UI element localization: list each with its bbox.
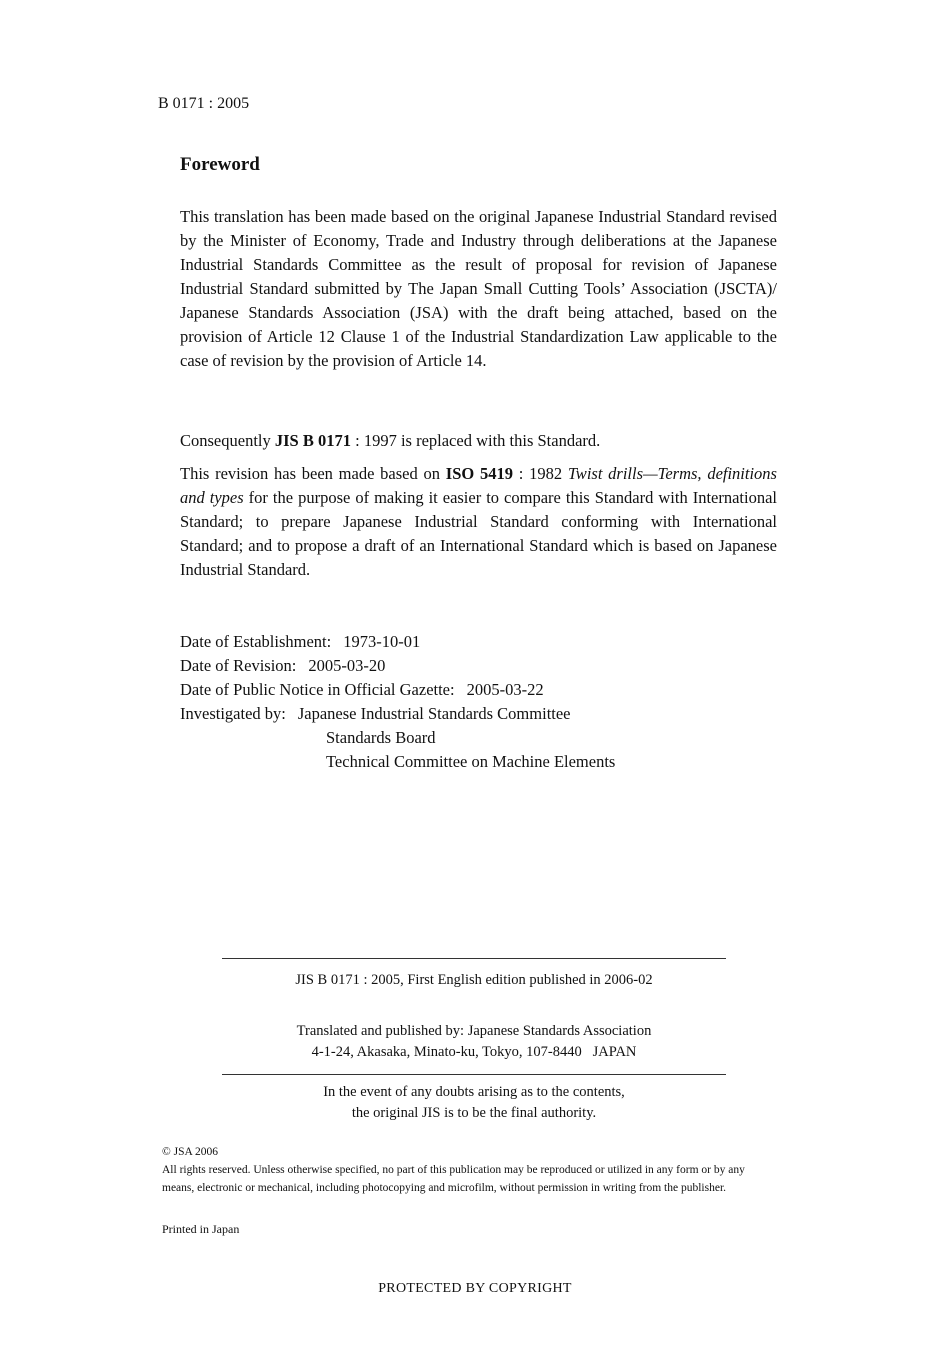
public-notice-label: Date of Public Notice in Official Gazette: — [180, 680, 455, 699]
copyright-holder: © JSA 2006 — [162, 1146, 219, 1158]
investigated-row — [180, 702, 615, 726]
public-notice-value: 2005-03-22 — [466, 680, 544, 699]
establishment-label: Date of Establishment: — [180, 632, 332, 651]
dates-block — [180, 630, 615, 774]
para3-text-mid: : 1982 — [512, 464, 568, 483]
para2-text-post: : 1997 is replaced with this Standard. — [350, 431, 601, 450]
establishment-row — [180, 630, 615, 654]
foreword-paragraph-3 — [180, 462, 777, 582]
foreword-paragraph-2 — [180, 429, 777, 453]
edition-line: JIS B 0171 : 2005, First English edition published in 2006-02 — [295, 972, 653, 988]
authority-note — [222, 1082, 726, 1124]
divider-bottom — [222, 1074, 726, 1075]
para2-text-pre: Consequently — [180, 431, 275, 450]
publisher-address: 4-1-24, Akasaka, Minato-ku, Tokyo, 107-8440 JAPAN — [311, 1044, 637, 1060]
revision-label: Date of Revision: — [180, 656, 297, 675]
copyright-block — [162, 1143, 772, 1197]
para3-text-pre: This revision has been made based on — [180, 464, 446, 483]
printed-in: Printed in Japan — [162, 1222, 240, 1236]
revision-value: 2005-03-20 — [308, 656, 386, 675]
para3-iso-title: Twist drills—Terms, definitions and types — [180, 464, 777, 507]
para2-standard-ref: JIS B 0171 — [274, 431, 351, 450]
translated-by-block — [222, 1021, 726, 1063]
authority-note-line-1: In the event of any doubts arising as to the contents, — [323, 1084, 625, 1100]
authority-note-line-2: the original JIS is to be the final authority. — [351, 1105, 597, 1121]
establishment-value: 1973-10-01 — [343, 632, 421, 651]
investigated-line-2: Standards Board — [326, 728, 436, 747]
foreword-heading: Foreword — [180, 154, 260, 175]
investigated-label: Investigated by: — [180, 704, 286, 723]
para3-iso-ref: ISO 5419 — [445, 464, 513, 483]
para3-text-post: for the purpose of making it easier to compare this Standard with International Standard; to prepare Japanese Industrial Standard conforming with International Standard; and to propose a draft of an International Standard which is based on Japanese Industrial Standard. — [180, 488, 777, 579]
translated-by-line: Translated and published by: Japanese Standards Association — [296, 1023, 652, 1039]
investigated-line-3: Technical Committee on Machine Elements — [326, 752, 616, 771]
foreword-paragraph-1: This translation has been made based on the original Japanese Industrial Standard revised by the Minister of Economy, Trade and Industry through deliberations at the Japanese Industrial Standards Committee as the result of proposal for revision of Japanese Industrial Standard submitted by The Japan Small Cutting Tools’ Association (JSCTA)/ Japanese Standards Association (JSA) with the draft being attached, based on the provision of Article 12 Clause 1 of the Industrial Standardization Law applicable to the case of revision by the provision of Article 14. — [180, 207, 777, 370]
public-notice-row — [180, 678, 615, 702]
rights-notice: All rights reserved. Unless otherwise specified, no part of this publication may be reproduced or utilized in any form or by any means, electronic or mechanical, including photocopying and microfilm, without permission in writing from the publisher. — [162, 1164, 745, 1194]
investigated-line-1: Japanese Industrial Standards Committee — [297, 704, 571, 723]
protected-notice: PROTECTED BY COPYRIGHT — [378, 1281, 572, 1296]
divider-top — [222, 958, 726, 959]
revision-row — [180, 654, 615, 678]
page-code: B 0171 : 2005 — [158, 95, 250, 112]
